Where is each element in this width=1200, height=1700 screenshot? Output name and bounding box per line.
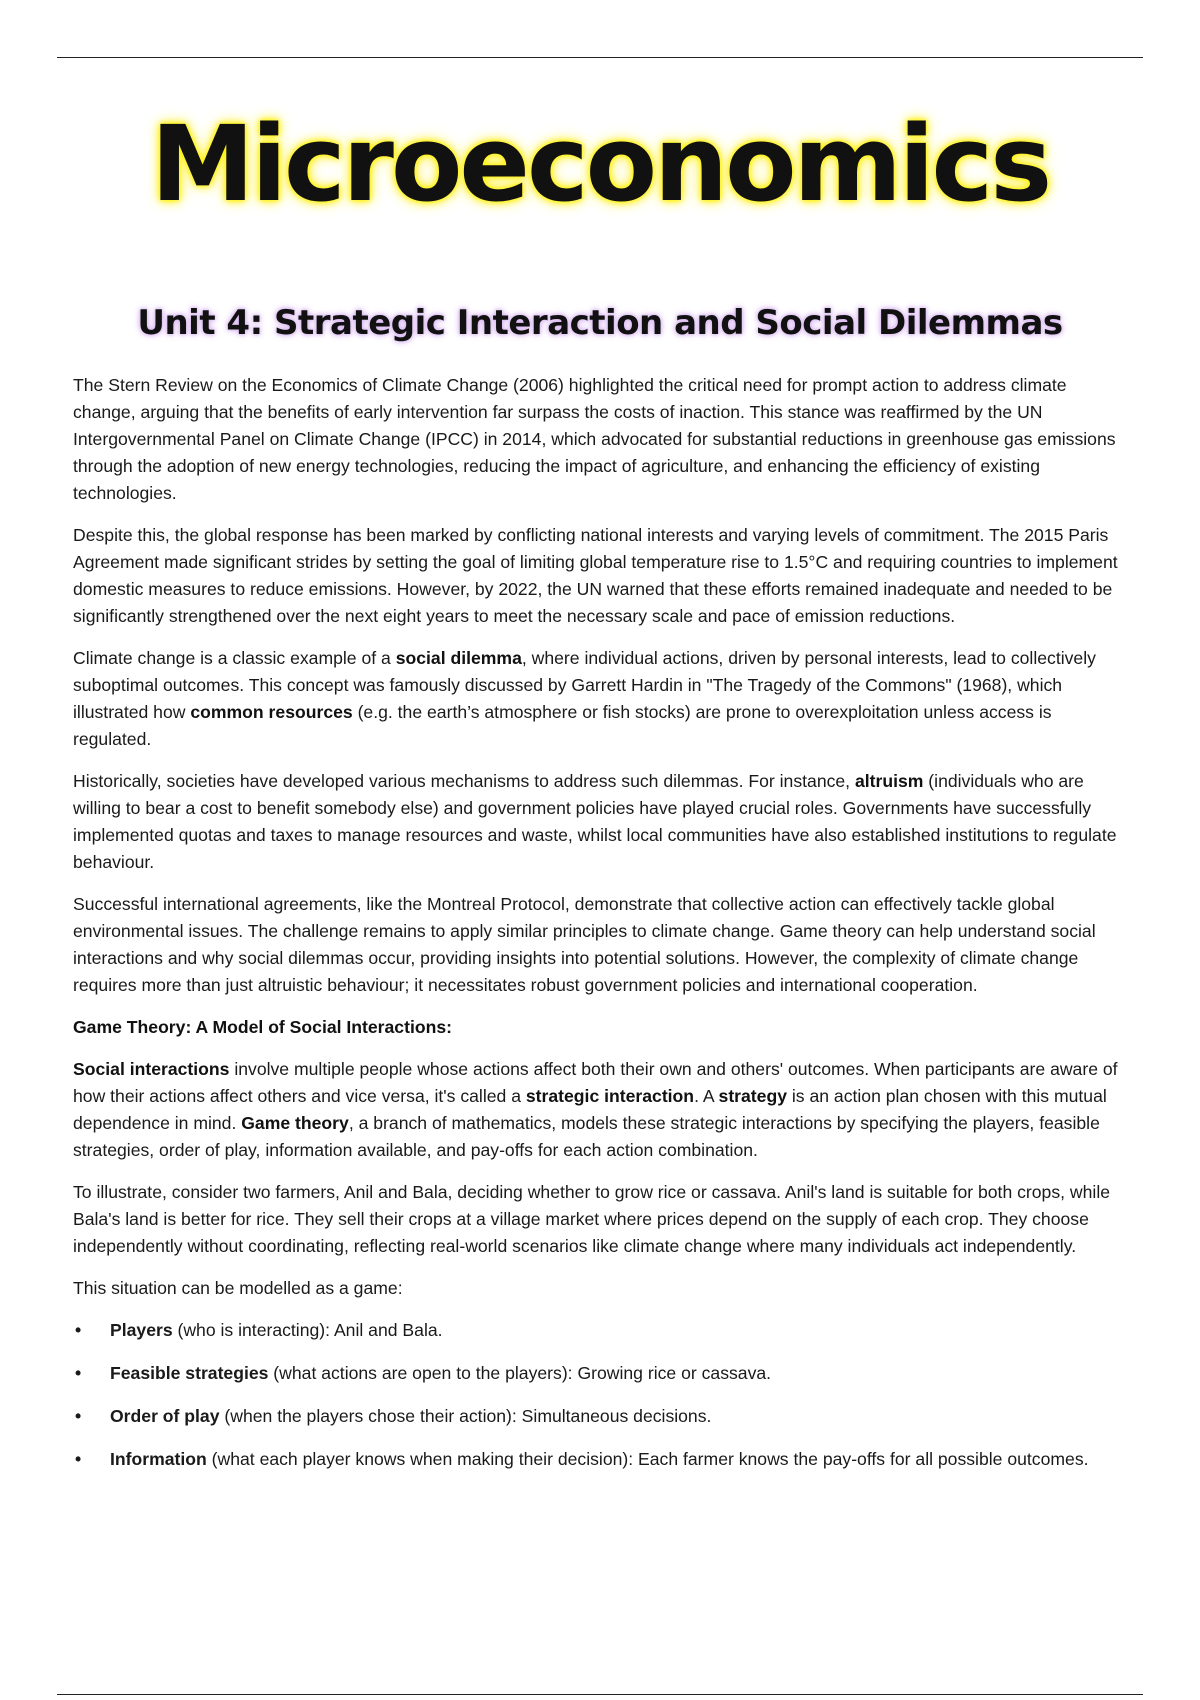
bullet-marker: •	[75, 1363, 82, 1383]
text: (e.g. the earth’s atmosphere or fish stocks) are prone to overexploitation unless access is regulated.	[73, 702, 1052, 749]
paragraph-game-intro: This situation can be modelled as a game:	[73, 1278, 403, 1298]
top-rule	[57, 57, 1143, 58]
term-altruism: altruism	[854, 771, 924, 791]
paragraph-agreements: Successful international agreements, like the Montreal Protocol, demonstrate that collective action can effectively tackle global environmental issues. The challenge remains to apply similar principles to climate change. Game theory can help understand social interactions and why social dilemmas occur, providing insights into potential solutions. However, the complexity of climate change requires more than just altruistic behaviour; it necessitates robust government policies and international cooperation.	[73, 894, 1096, 995]
unit-title: Unit 4: Strategic Interaction and Social Dilemmas	[137, 303, 1063, 343]
term-feasible-strategies: Feasible strategies	[110, 1363, 269, 1383]
term-game-theory: Game theory	[241, 1113, 349, 1133]
term-social-dilemma: social dilemma	[395, 648, 522, 668]
list-item-information	[73, 1446, 1130, 1473]
term-strategy: strategy	[718, 1086, 787, 1106]
term-order-of-play: Order of play	[110, 1406, 220, 1426]
section-heading-game-theory: Game Theory: A Model of Social Interactions:	[73, 1017, 452, 1037]
paragraph-social-interactions	[73, 1056, 1130, 1164]
term-social-interactions: Social interactions	[73, 1059, 230, 1079]
term-players: Players	[110, 1320, 173, 1340]
game-elements-list	[73, 1317, 1130, 1473]
paragraph-mechanisms	[73, 768, 1130, 876]
text: . A	[694, 1086, 719, 1106]
bullet-marker: •	[75, 1320, 82, 1340]
list-item-players	[73, 1317, 1130, 1344]
text: is an action plan chosen with this mutual dependence in mind.	[73, 1086, 1107, 1133]
text: (when the players chose their action): Simultaneous decisions.	[219, 1406, 712, 1426]
paragraph-farmers-example: To illustrate, consider two farmers, Anil and Bala, deciding whether to grow rice or cassava. Anil's land is suitable for both crops, while Bala's land is better for rice. They sell their crops at a village market where prices depend on the supply of each crop. They choose independently without coordinating, reflecting real-world scenarios like climate change where many individuals act independently.	[73, 1182, 1111, 1256]
list-item-order-of-play	[73, 1403, 1130, 1430]
paragraph-social-dilemma	[73, 645, 1130, 753]
bottom-rule	[57, 1694, 1143, 1695]
term-information: Information	[110, 1449, 207, 1469]
term-common-resources: common resources	[190, 702, 353, 722]
body-content	[73, 372, 1130, 1489]
text: (who is interacting): Anil and Bala.	[172, 1320, 443, 1340]
text: (what each player knows when making their decision): Each farmer knows the pay-offs for all possible outcomes.	[206, 1449, 1089, 1469]
text: Climate change is a classic example of a	[73, 648, 396, 668]
bullet-marker: •	[75, 1449, 82, 1469]
text: (what actions are open to the players): Growing rice or cassava.	[268, 1363, 772, 1383]
text: involve multiple people whose actions affect both their own and others' outcomes. When participants are aware of how their actions affect others and vice versa, it's called a	[73, 1059, 1118, 1106]
paragraph-stern-review: The Stern Review on the Economics of Climate Change (2006) highlighted the critical need for prompt action to address climate change, arguing that the benefits of early intervention far surpass the costs of inaction. This stance was reaffirmed by the UN Intergovernmental Panel on Climate Change (IPCC) in 2014, which advocated for substantial reductions in greenhouse gas emissions through the adoption of new energy technologies, reducing the impact of agriculture, and enhancing the efficiency of existing technologies.	[73, 375, 1116, 503]
list-item-feasible-strategies	[73, 1360, 1130, 1387]
page-title: Microeconomics	[150, 103, 1050, 225]
term-strategic-interaction: strategic interaction	[525, 1086, 695, 1106]
text: , a branch of mathematics, models these strategic interactions by specifying the players, feasible strategies, order of play, information available, and pay-offs for each action combination.	[73, 1113, 1100, 1160]
bullet-marker: •	[75, 1406, 82, 1426]
text: , where individual actions, driven by personal interests, lead to collectively suboptimal outcomes. This concept was famously discussed by Garrett Hardin in "The Tragedy of the Commons" (1968), which illustrated how	[73, 648, 1096, 722]
paragraph-global-response: Despite this, the global response has been marked by conflicting national interests and varying levels of commitment. The 2015 Paris Agreement made significant strides by setting the goal of limiting global temperature rise to 1.5°C and requiring countries to implement domestic measures to reduce emissions. However, by 2022, the UN warned that these efforts remained inadequate and needed to be significantly strengthened over the next eight years to meet the necessary scale and pace of emission reductions.	[73, 525, 1118, 626]
text: (individuals who are willing to bear a cost to benefit somebody else) and government policies have played crucial roles. Governments have successfully implemented quotas and taxes to manage resources and waste, whilst local communities have also established institutions to regulate behaviour.	[73, 771, 1117, 872]
text: Historically, societies have developed various mechanisms to address such dilemmas. For instance,	[73, 771, 855, 791]
